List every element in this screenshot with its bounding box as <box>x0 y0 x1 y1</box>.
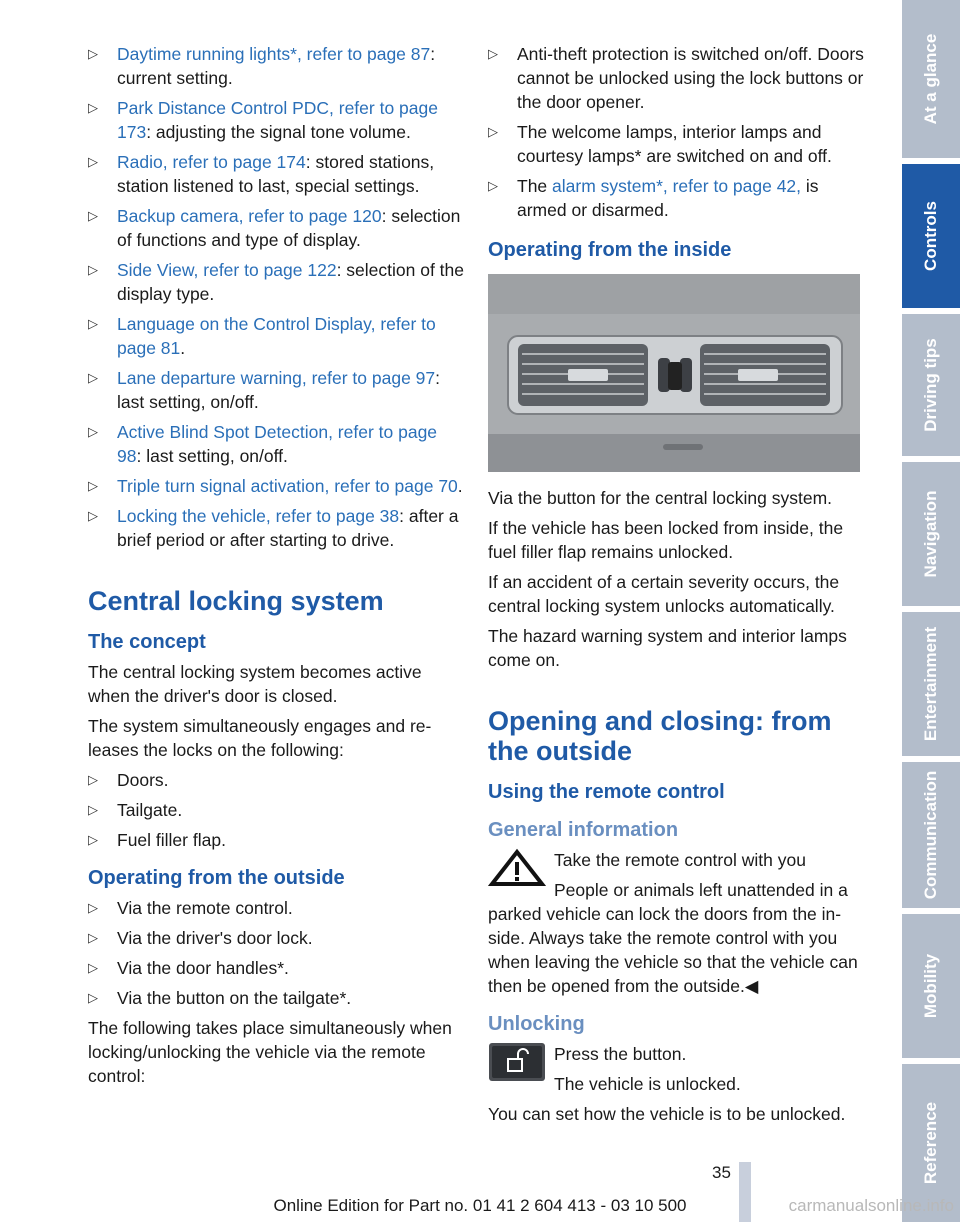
unlock-step: Press the button. <box>554 1044 687 1064</box>
list-item: ▷ Fuel filler flap. <box>88 830 226 850</box>
list-item: ▷ Via the driver's door lock. <box>88 928 313 948</box>
tab-entertainment[interactable]: Entertainment <box>902 612 960 756</box>
tab-reference[interactable]: Reference <box>902 1064 960 1222</box>
remote-heading: Using the remote control <box>488 781 725 803</box>
page-link[interactable]: Locking the vehicle, refer to page 38 <box>117 506 400 526</box>
list-item: ▷ Language on the Control Display, refer to page 81. <box>88 314 436 358</box>
page-link[interactable]: Radio, refer to page 174 <box>117 152 306 172</box>
tab-mobility[interactable]: Mobility <box>902 914 960 1058</box>
page-link[interactable]: Park Distance Control PDC, refer to page 173 <box>117 98 438 142</box>
paragraph: If an accident of a certain severity occurs, the central locking system unlocks automatically. <box>488 572 840 616</box>
list-item: ▷ Via the door handles*. <box>88 958 289 978</box>
chapter-sidebar <box>902 0 960 1222</box>
list-item: ▷ Via the button on the tailgate*. <box>88 988 352 1008</box>
unlock-result: The vehicle is unlocked. <box>554 1074 741 1094</box>
tab-navigation[interactable]: Navigation <box>902 462 960 606</box>
page-number: 35 <box>712 1163 731 1182</box>
unlock-heading: Unlocking <box>488 1013 585 1035</box>
list-item: ▷ Via the remote control. <box>88 898 293 918</box>
warning-icon <box>488 848 546 888</box>
list-item: ▷ Park Distance Control PDC, refer to page 173: adjusting the signal tone volume. <box>88 98 438 142</box>
warning-note <box>488 848 864 998</box>
warning-body: People or animals left unattended in a parked vehicle can lock the doors from the inside. Always take the remote control with you when leaving the vehicle so that the vehicle can then be opened from the outside.◀ <box>488 880 858 996</box>
list-item: ▷ The alarm system*, refer to page 42, is armed or disarmed. <box>488 176 819 220</box>
edition-footer: Online Edition for Part no. 01 41 2 604 413 - 03 10 500 <box>273 1196 687 1215</box>
list-item: ▷ Anti-theft protection is switched on/off. Doors cannot be unlocked using the lock buttons or the door opener. <box>488 44 864 112</box>
tab-at-a-glance[interactable]: At a glance <box>902 0 960 158</box>
central-lock-button-illustration <box>488 274 860 472</box>
section-title: Central locking system <box>88 586 384 616</box>
inside-heading: Operating from the inside <box>488 239 732 261</box>
left-column <box>88 42 466 1094</box>
outside-heading: Operating from the outside <box>88 867 345 889</box>
list-item: ▷ Locking the vehicle, refer to page 38: after a brief period or after starting to drive. <box>88 506 459 550</box>
general-heading: General information <box>488 819 679 841</box>
list-item: ▷ Backup camera, refer to page 120: selection of functions and type of display. <box>88 206 461 250</box>
list-item: ▷ Doors. <box>88 770 169 790</box>
settings-list <box>88 42 466 552</box>
watermark: carmanualsonline.info <box>788 1196 954 1215</box>
tab-driving-tips[interactable]: Driving tips <box>902 314 960 456</box>
page-link[interactable]: Backup camera, refer to page 120 <box>117 206 382 226</box>
paragraph: The following takes place simultaneously when locking/unlocking the vehicle via the remote control: <box>88 1018 452 1086</box>
page-link[interactable]: Active Blind Spot Detection, refer to page 98 <box>117 422 438 466</box>
list-item: ▷ Side View, refer to page 122: selection of the display type. <box>88 260 465 304</box>
tab-communication[interactable]: Communication <box>902 762 960 908</box>
page-link[interactable]: alarm system*, refer to page 42, <box>552 176 802 196</box>
list-item: ▷ Radio, refer to page 174: stored stations, station listened to last, special settings. <box>88 152 435 196</box>
unlock-button-icon <box>488 1042 546 1082</box>
warning-title: Take the remote control with you <box>554 850 806 870</box>
list-item: ▷ The welcome lamps, interior lamps and courtesy lamps* are switched on and off. <box>488 122 832 166</box>
paragraph: Via the button for the central locking system. <box>488 488 833 508</box>
tab-controls[interactable]: Controls <box>902 164 960 308</box>
concept-heading: The concept <box>88 631 206 653</box>
paragraph: If the vehicle has been locked from inside, the fuel filler flap remains unlocked. <box>488 518 844 562</box>
paragraph: The system simultaneously engages and releases the locks on the following: <box>88 716 432 760</box>
vent-console-photo <box>488 274 860 472</box>
list-item: ▷ Lane departure warning, refer to page 97: last setting, on/off. <box>88 368 441 412</box>
list-item: ▷ Triple turn signal activation, refer to page 70. <box>88 476 463 496</box>
paragraph: The central locking system becomes active when the driver's door is closed. <box>88 662 422 706</box>
list-item: ▷ Daytime running lights*, refer to page 87: current setting. <box>88 44 436 88</box>
unlock-note <box>488 1042 864 1096</box>
list-item: ▷ Active Blind Spot Detection, refer to page 98: last setting, on/off. <box>88 422 438 466</box>
page-link[interactable]: Side View, refer to page 122 <box>117 260 337 280</box>
section-title-2: Opening and closing: from the outside <box>488 706 832 766</box>
page-link[interactable]: Lane departure warning, refer to page 97 <box>117 368 436 388</box>
page-link[interactable]: Language on the Control Display, refer to page 81 <box>117 314 436 358</box>
right-column <box>488 42 864 1132</box>
paragraph: The hazard warning system and interior lamps come on. <box>488 626 847 670</box>
paragraph: You can set how the vehicle is to be unlocked. <box>488 1104 846 1124</box>
list-item: ▷ Tailgate. <box>88 800 183 820</box>
page-link[interactable]: Daytime running lights*, refer to page 87 <box>117 44 431 64</box>
page-link[interactable]: Triple turn signal activation, refer to page 70 <box>117 476 458 496</box>
